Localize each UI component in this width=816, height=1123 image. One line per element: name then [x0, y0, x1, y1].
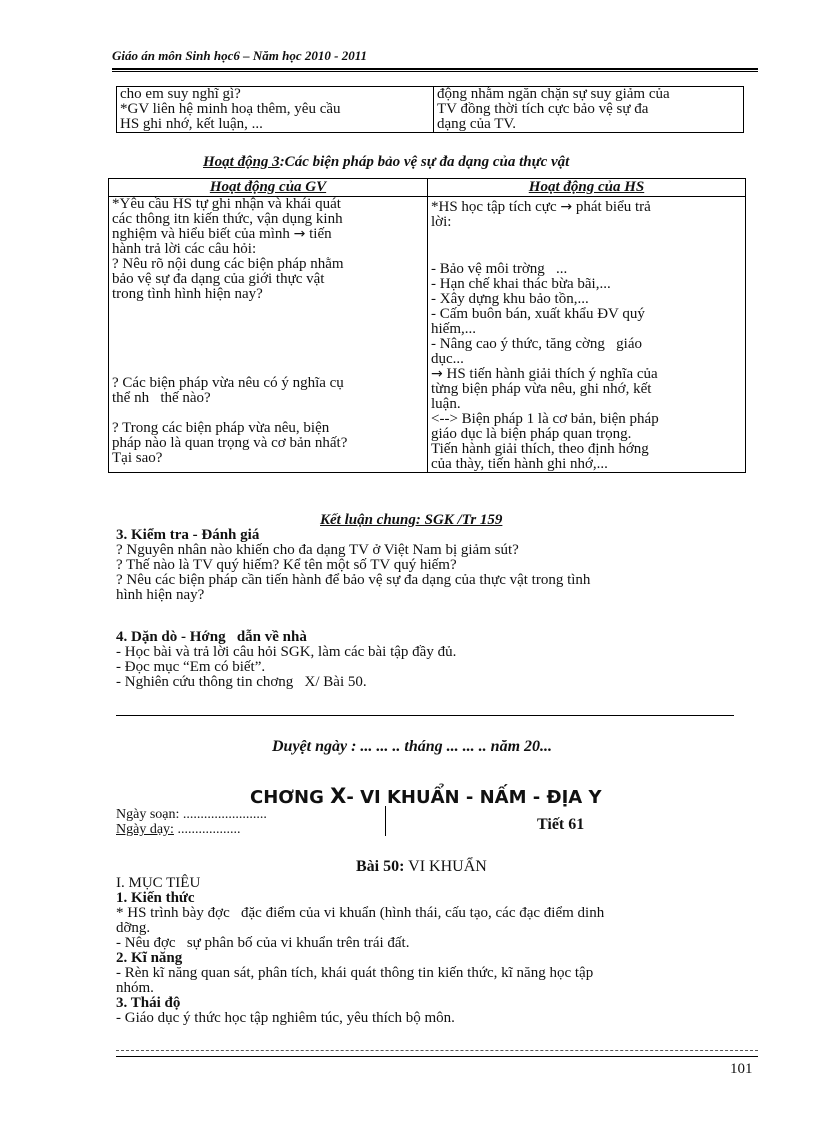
section-divider [116, 715, 734, 716]
text-line: <--> Biện pháp 1 là cơ bản, biện pháp [431, 411, 659, 427]
text-line: hiếm,... [431, 321, 476, 337]
text-line: - Bảo vệ môi trờng ... [431, 261, 568, 277]
header-rule-thin [112, 71, 758, 72]
chapter-name: - VI KHUẨN - NẤM - ĐỊA Y [346, 787, 602, 808]
text-line: * HS trình bày đợc đặc điểm của vi khuẩn (hình thái, cấu tạo, các đạc điểm dinh [116, 905, 605, 921]
text-line: dục... [431, 351, 464, 367]
objectives-heading: I. MỤC TIÊU [116, 875, 201, 891]
text-line: - Giáo dục ý thức học tập nghiêm túc, yêu thích bộ môn. [116, 1010, 455, 1026]
text-line: ? Nguyên nhân nào khiến cho đa dạng TV ở Việt Nam bị giảm sút? [116, 542, 519, 558]
text-line: của thày, tiến hành ghi nhớ,... [431, 456, 608, 472]
dashed-divider [116, 1050, 758, 1051]
lesson-name: VI KHUẨN [408, 858, 487, 875]
text-line: ? Trong các biện pháp vừa nêu, biện [112, 420, 330, 436]
header-rule [112, 68, 758, 70]
section-heading: 4. Dặn dò - Hớng dẫn về nhà [116, 629, 307, 645]
text-line: ? Các biện pháp vừa nêu có ý nghĩa cụ [112, 375, 344, 391]
text-line: động nhằm ngăn chặn sự suy giảm của [437, 86, 670, 102]
activity-3-table [108, 178, 746, 473]
chapter-prefix: CHƠNG [250, 787, 324, 808]
teaching-date-label: Ngày dạy: [116, 822, 174, 837]
knowledge-heading: 1. Kiến thức [116, 890, 195, 906]
text-line [112, 227, 424, 242]
objectives-section [116, 876, 758, 1026]
text-fragment: phát biểu trả [575, 199, 651, 215]
text-line: hành trả lời các câu hỏi: [112, 241, 257, 257]
section-assessment [116, 528, 758, 603]
text-line: dỡng. [116, 920, 151, 936]
chapter-number: X [330, 784, 347, 808]
activity-3-heading: :Các biện pháp bảo vệ sự đa dạng của thực vật [279, 154, 570, 170]
activity-3-label: Hoạt động 3 [203, 154, 280, 170]
text-line [431, 200, 742, 215]
continuation-gv-cell [117, 87, 434, 133]
lesson-number: Bài 50: [356, 858, 405, 875]
text-line: ? Thế nào là TV quý hiếm? Kể tên một số TV quý hiếm? [116, 557, 457, 573]
text-line: - Đọc mục “Em có biết”. [116, 659, 266, 675]
text-line: giáo dục là biện pháp quan trọng. [431, 426, 632, 442]
text-line: - Hạn chế khai thác bừa bãi,... [431, 276, 611, 292]
vertical-divider [385, 806, 386, 836]
text-fragment: HS tiến hành giải thích ý nghĩa của [446, 366, 658, 382]
chapter-title [250, 784, 602, 808]
column-header-hs: Hoạt động của HS [428, 179, 746, 197]
prep-date: Ngày soạn: ........................ [116, 807, 267, 822]
attitude-heading: 3. Thái độ [116, 995, 181, 1011]
approval-line: Duyệt ngày : ... ... .. tháng ... ... .. năm 20... [272, 738, 553, 755]
text-line: Tại sao? [112, 450, 163, 466]
text-line: - Nêu đợc sự phân bố của vi khuẩn trên trái đất. [116, 935, 410, 951]
section-heading: 3. Kiểm tra - Đánh giá [116, 527, 260, 543]
text-line: TV đồng thời tích cực bảo vệ sự đa [437, 101, 649, 117]
dates-block [116, 807, 267, 837]
lesson-title [356, 858, 487, 876]
teaching-date-value: .................. [173, 822, 241, 837]
arrow-right-icon: → [431, 366, 443, 382]
text-line [431, 367, 742, 382]
page-header-title: Giáo án môn Sinh học6 – Năm học 2010 - 2011 [112, 48, 367, 63]
text-line: - Xây dựng khu bảo tồn,... [431, 291, 589, 307]
text-line: - Cấm buôn bán, xuất khẩu ĐV quý [431, 306, 645, 322]
text-line: dạng của TV. [437, 116, 517, 132]
continuation-table [116, 86, 744, 133]
text-line: trong tình hình hiện nay? [112, 286, 263, 302]
text-fragment: nghiệm và hiểu biết của mình [112, 226, 290, 242]
page-number: 101 [730, 1061, 753, 1077]
text-fragment: *HS học tập tích cực [431, 199, 557, 215]
period-number: Tiết 61 [537, 816, 585, 833]
text-line: các thông itn kiến thức, vận dụng kinh [112, 211, 343, 227]
text-line: lời: [431, 214, 452, 230]
footer-rule [116, 1056, 758, 1057]
text-line: bảo vệ sự đa dạng của giới thực vật [112, 271, 325, 287]
text-line: - Học bài và trả lời câu hỏi SGK, làm các bài tập đầy đủ. [116, 644, 457, 660]
arrow-right-icon: → [293, 226, 306, 242]
continuation-hs-cell [434, 87, 744, 133]
text-line: - Rèn kĩ năng quan sát, phân tích, khái quát thông tin kiến thức, kĩ năng học tập [116, 965, 594, 981]
text-line: luận. [431, 396, 461, 412]
text-line: *GV liên hệ minh hoạ thêm, yêu cầu [120, 101, 341, 117]
text-line: từng biện pháp vừa nêu, ghi nhớ, kết [431, 381, 652, 397]
teacher-activity-cell [109, 197, 428, 473]
text-line: thể nh thế nào? [112, 390, 211, 406]
text-line: *Yêu cầu HS tự ghi nhận và khái quát [112, 196, 341, 212]
text-line: nhóm. [116, 980, 154, 996]
teaching-date [116, 822, 267, 837]
text-line: ? Nêu các biện pháp cần tiến hành để bảo vệ sự đa dạng của thực vật trong tình [116, 572, 591, 588]
text-line: pháp nào là quan trọng và cơ bản nhất? [112, 435, 348, 451]
section-homework [116, 630, 758, 690]
text-line: HS ghi nhớ, kết luận, ... [120, 116, 263, 132]
text-fragment: tiến [309, 226, 332, 242]
text-line: - Nghiên cứu thông tin chơng X/ Bài 50. [116, 674, 367, 690]
arrow-right-icon: → [560, 199, 573, 215]
skills-heading: 2. Kĩ năng [116, 950, 183, 966]
text-line: hình hiện nay? [116, 587, 205, 603]
text-line: - Nâng cao ý thức, tăng cờng giáo [431, 336, 642, 352]
student-activity-cell [428, 197, 746, 473]
text-line: cho em suy nghĩ gì? [120, 86, 241, 102]
column-header-gv: Hoạt động của GV [109, 179, 428, 197]
text-line: Tiến hành giải thích, theo định hớng [431, 441, 649, 457]
general-conclusion: Kết luận chung: SGK /Tr 159 [320, 512, 503, 528]
text-line: ? Nêu rõ nội dung các biện pháp nhằm [112, 256, 344, 272]
activity-3-title [203, 154, 569, 171]
